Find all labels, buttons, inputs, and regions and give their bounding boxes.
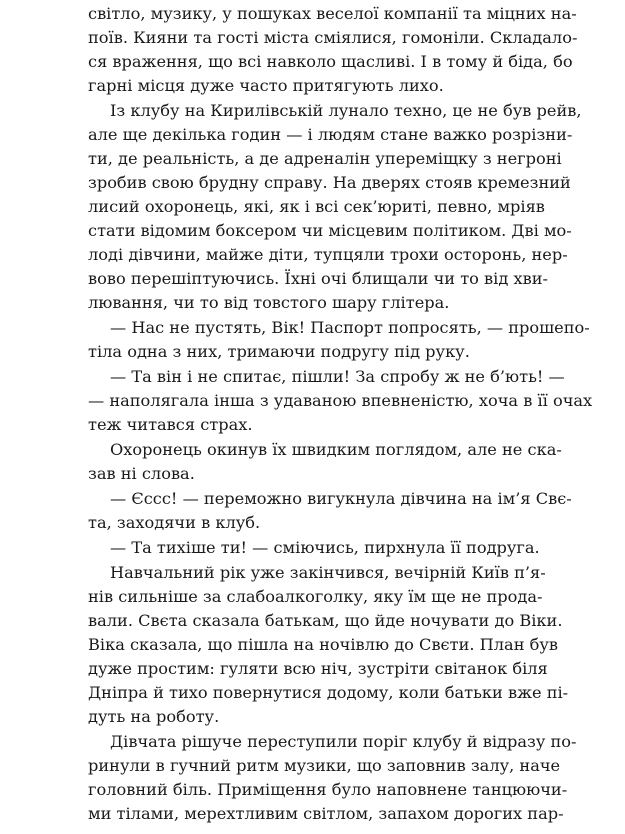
text-line: Віка сказала, що пішла на ночівлю до Свєти. План був	[88, 635, 559, 654]
text-line: Дніпра й тихо повернутися додому, коли батьки вже пі-	[88, 683, 569, 702]
text-line: нів сильніше за слабоалкоголку, яку їм ще не прода-	[88, 587, 543, 606]
text-line: лювання, чи то від товстого шару глітера.	[88, 293, 450, 312]
text-line: — наполягала інша з удаваною впевненістю, хоча в її очах	[88, 391, 593, 410]
text-line: — Та тихіше ти! — сміючись, пирхнула її подруга.	[110, 538, 540, 557]
text-line: лисий охоронець, які, як і всі сек’юриті, певно, мріяв	[88, 197, 545, 216]
text-line: зробив свою брудну справу. На дверях стояв кремезний	[88, 173, 571, 192]
text-line: Охоронець окинув їх швидким поглядом, але не ска-	[110, 440, 562, 459]
text-line: теж читався страх.	[88, 415, 253, 434]
text-line: вово перешіптуючись. Їхні очі блищали чи то від хви-	[88, 269, 548, 288]
text-line: Дівчата рішуче переступили поріг клубу й відразу по-	[110, 732, 577, 751]
text-line: ти, де реальність, а де адреналін упереміщку з негроні	[88, 149, 562, 168]
text-line: зав ні слова.	[88, 464, 195, 483]
text-line: поїв. Кияни та гості міста сміялися, гомоніли. Складало-	[88, 28, 578, 47]
text-line: дуть на роботу.	[88, 707, 220, 726]
text-line: ми тілами, мерехтливим світлом, запахом дорогих пар-	[88, 804, 564, 823]
text-line: стати відомим боксером чи місцевим політиком. Дві мо-	[88, 221, 572, 240]
text-line: — Та він і не спитає, пішли! За спробу ж не б’ють! —	[110, 367, 565, 386]
text-line: — Нас не пустять, Вік! Паспорт попросять, — прошепо-	[110, 318, 590, 337]
text-line: Із клубу на Кирилівській лунало техно, це не був рейв,	[110, 101, 582, 120]
text-line: лоді дівчини, майже діти, тупцяли трохи осторонь, нер-	[88, 245, 568, 264]
text-line: — Єссс! — переможно вигукнула дівчина на ім’я Свє-	[110, 489, 572, 508]
text-line: гарні місця дуже часто притягують лихо.	[88, 76, 444, 95]
text-line: тіла одна з них, тримаючи подругу під руку.	[88, 342, 470, 361]
text-line: світло, музику, у пошуках веселої компанії та міцних на-	[88, 4, 577, 23]
text-line: головний біль. Приміщення було наповнене танцюючи-	[88, 780, 568, 799]
text-line: але ще декілька годин — і людям стане важко розрізни-	[88, 125, 573, 144]
text-line: дуже простим: гуляти всю ніч, зустріти світанок біля	[88, 659, 548, 678]
text-line: ринули в гучний ритм музики, що заповнив залу, наче	[88, 756, 561, 775]
text-line: вали. Свєта сказала батькам, що йде ночувати до Віки.	[88, 611, 563, 630]
text-line: та, заходячи в клуб.	[88, 513, 261, 532]
text-line: Навчальний рік уже закінчився, вечірній Київ п’я-	[110, 563, 546, 582]
text-line: ся враження, що всі навколо щасливі. І в тому й біда, бо	[88, 52, 573, 71]
